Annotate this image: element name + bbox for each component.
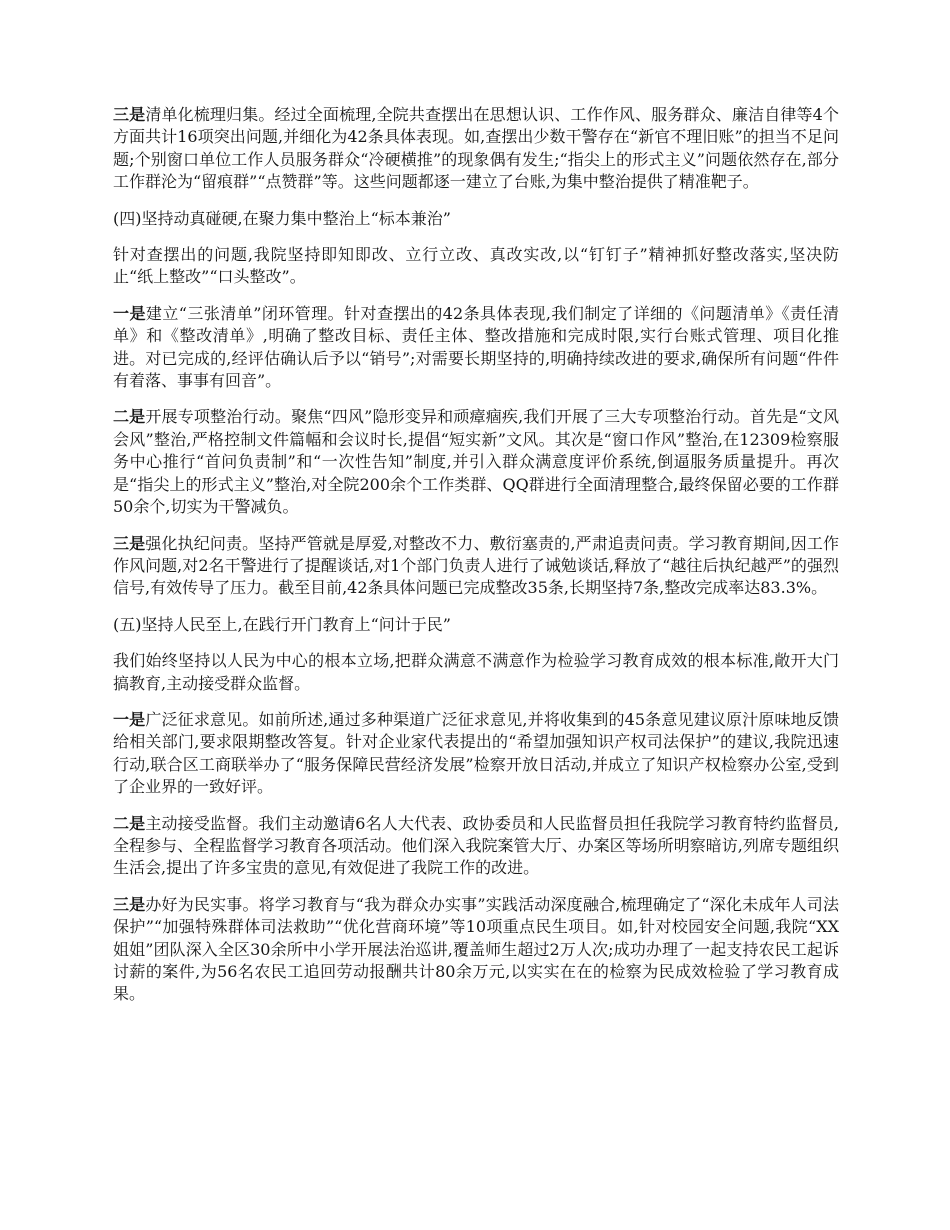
paragraph xyxy=(113,650,839,695)
paragraph xyxy=(113,406,839,518)
paragraph xyxy=(113,244,839,289)
paragraph-lead: 一是 xyxy=(113,303,146,323)
paragraph-text: 主动接受监督。我们主动邀请6名人大代表、政协委员和人民监督员担任我院学习教育特约监督员,全程参与、全程监督学习教育各项活动。他们深入我院案管大厅、办案区等场所明察暗访,列席专题组织生活会,提出了许多宝贵的意见,有效促进了我院工作的改进。 xyxy=(113,813,839,878)
paragraph-text: 办好为民实事。将学习教育与“我为群众办实事”实践活动深度融合,梳理确定了“深化未成年人司法保护”“加强特殊群体司法救助”“优化营商环境”等10项重点民生项目。如,针对校园安全问题,我院“XX姐姐”团队深入全区30余所中小学开展法治巡讲,覆盖师生超过2万人次;成功办理了一起支持农民工起诉讨薪的案件,为56名农民工追回劳动报酬共计80余万元,以实实在在的检察为民成效检验了学习教育成果。 xyxy=(113,894,839,1004)
paragraph-lead: 二是 xyxy=(113,813,146,833)
paragraph-lead: 三是 xyxy=(113,894,146,914)
paragraph-text: 针对查摆出的问题,我院坚持即知即改、立行立改、真改实改,以“钉钉子”精神抓好整改落实,坚决防止“纸上整改”“口头整改”。 xyxy=(113,245,839,287)
paragraph-text: (四)坚持动真碰硬,在聚力集中整治上“标本兼治” xyxy=(113,208,451,228)
document-body xyxy=(113,104,839,1020)
paragraph-text: 强化执纪问责。坚持严管就是厚爱,对整改不力、敷衍塞责的,严肃追责问责。学习教育期间,因工作作风问题,对2名干警进行了提醒谈话,对1个部门负责人进行了诫勉谈话,释放了“越往后执纪越严”的强烈信号,有效传导了压力。截至目前,42条具体问题已完成整改35条,长期坚持7条,整改完成率达83.3%。 xyxy=(113,533,839,598)
paragraph xyxy=(113,709,839,799)
paragraph xyxy=(113,894,839,1006)
paragraph-text: 广泛征求意见。如前所述,通过多种渠道广泛征求意见,并将收集到的45条意见建议原汁原味地反馈给相关部门,要求限期整改答复。针对企业家代表提出的“希望加强知识产权司法保护”的建议,我院迅速行动,联合区工商联举办了“服务保障民营经济发展”检察开放日活动,并成立了知识产权检察办公室,受到了企业界的一致好评。 xyxy=(113,709,839,797)
paragraph-lead: 一是 xyxy=(113,709,146,729)
paragraph-lead: 三是 xyxy=(113,105,146,124)
paragraph xyxy=(113,104,839,194)
section-heading xyxy=(113,614,839,636)
paragraph-text: 我们始终坚持以人民为中心的根本立场,把群众满意不满意作为检验学习教育成效的根本标准,敞开大门搞教育,主动接受群众监督。 xyxy=(113,651,839,693)
paragraph xyxy=(113,303,839,393)
paragraph-text: (五)坚持人民至上,在践行开门教育上“问计于民” xyxy=(113,614,451,634)
paragraph xyxy=(113,813,839,880)
paragraph-text: 清单化梳理归集。经过全面梳理,全院共查摆出在思想认识、工作作风、服务群众、廉洁自律等4个方面共计16项突出问题,并细化为42条具体表现。如,查摆出少数干警存在“新官不理旧账”的担当不足问题;个别窗口单位工作人员服务群众“冷硬横推”的现象偶有发生;“指尖上的形式主义”问题依然存在,部分工作群沦为“留痕群”“点赞群”等。这些问题都逐一建立了台账,为集中整治提供了精准靶子。 xyxy=(113,105,839,192)
section-heading xyxy=(113,208,839,230)
paragraph xyxy=(113,533,839,600)
paragraph-text: 建立“三张清单”闭环管理。针对查摆出的42条具体表现,我们制定了详细的《问题清单》《责任清单》和《整改清单》,明确了整改目标、责任主体、整改措施和完成时限,实行台账式管理、项目化推进。对已完成的,经评估确认后予以“销号”;对需要长期坚持的,明确持续改进的要求,确保所有问题“件件有着落、事事有回音”。 xyxy=(113,303,839,391)
paragraph-lead: 三是 xyxy=(113,533,146,553)
paragraph-lead: 二是 xyxy=(113,407,146,427)
paragraph-text: 开展专项整治行动。聚焦“四风”隐形变异和顽瘴痼疾,我们开展了三大专项整治行动。首先是“文风会风”整治,严格控制文件篇幅和会议时长,提倡“短实新”文风。其次是“窗口作风”整治,在12309检察服务中心推行“首问负责制”和“一次性告知”制度,并引入群众满意度评价系统,倒逼服务质量提升。再次是“指尖上的形式主义”整治,对全院200余个工作类群、QQ群进行全面清理整合,最终保留必要的工作群50余个,切实为干警减负。 xyxy=(113,407,839,517)
